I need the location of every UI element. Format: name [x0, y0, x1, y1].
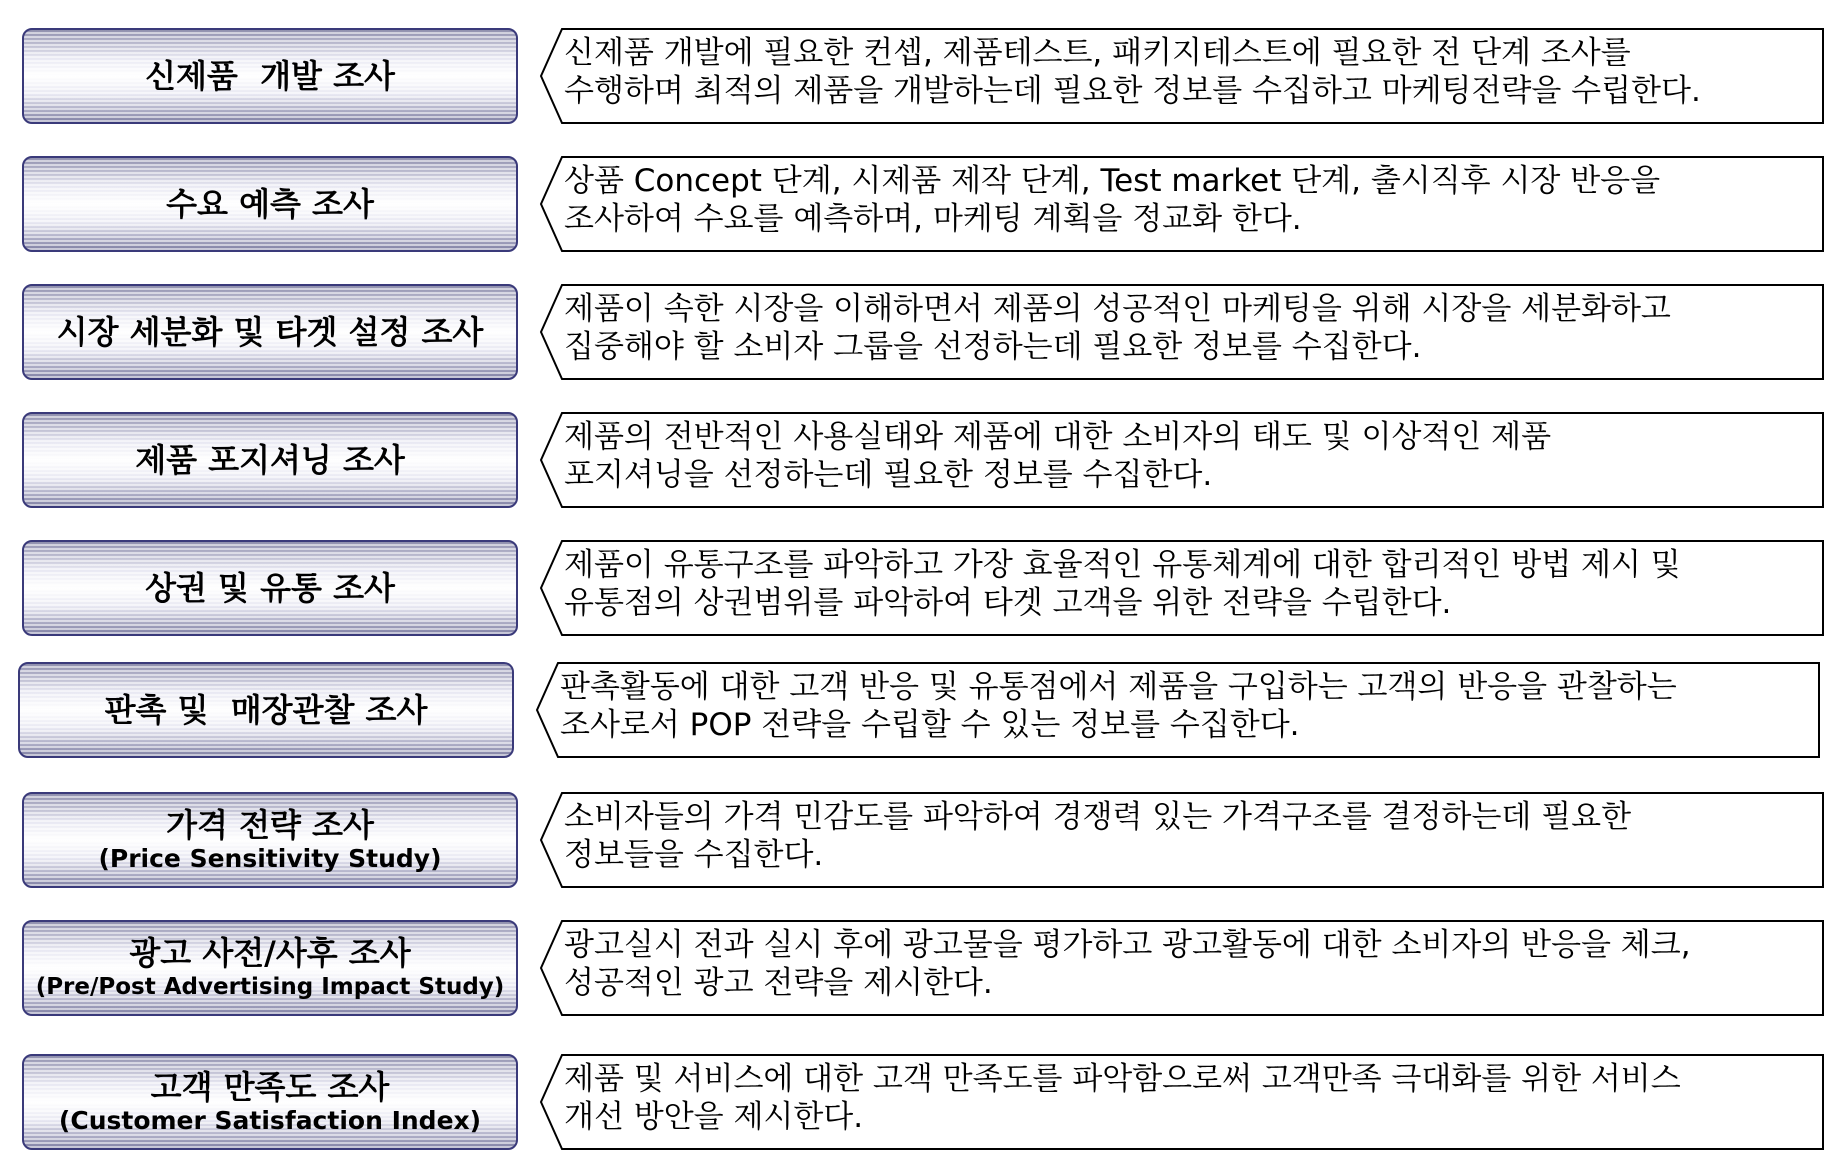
service-title: 수요 예측 조사	[166, 185, 374, 223]
service-description-advertising	[540, 920, 1824, 1016]
service-title: 광고 사전/사후 조사	[129, 934, 411, 972]
description-text: 제품의 전반적인 사용실태와 제품에 대한 소비자의 태도 및 이상적인 제품 포지셔닝을 선정하는데 필요한 정보를 수집한다.	[564, 419, 1552, 493]
description-text: 제품이 속한 시장을 이해하면서 제품의 성공적인 마케팅을 위해 시장을 세분화하고 집중해야 할 소비자 그룹을 선정하는데 필요한 정보를 수집한다.	[564, 291, 1671, 365]
service-description-positioning	[540, 412, 1824, 508]
service-title: 신제품 개발 조사	[145, 57, 395, 95]
service-description-pricing	[540, 792, 1824, 888]
service-label-pricing	[22, 792, 518, 888]
description-text: 제품이 유통구조를 파악하고 가장 효율적인 유통체계에 대한 합리적인 방법 제시 및 유통점의 상권범위를 파악하여 타겟 고객을 위한 전략을 수립한다.	[564, 547, 1681, 621]
service-label-promotion	[18, 662, 514, 758]
service-title: 상권 및 유통 조사	[145, 569, 395, 607]
service-label-new-product	[22, 28, 518, 124]
description-text: 제품 및 서비스에 대한 고객 만족도를 파악함으로써 고객만족 극대화를 위한 서비스 개선 방안을 제시한다.	[564, 1061, 1681, 1135]
service-label-segmentation	[22, 284, 518, 380]
service-title: 제품 포지셔닝 조사	[135, 441, 405, 479]
service-label-positioning	[22, 412, 518, 508]
description-text: 상품 Concept 단계, 시제품 제작 단계, Test market 단계, 출시직후 시장 반응을 조사하여 수요를 예측하며, 마케팅 계획을 정교화 한다.	[564, 163, 1661, 237]
service-description-new-product	[540, 28, 1824, 124]
service-title: 판촉 및 매장관찰 조사	[104, 691, 428, 729]
service-title: 가격 전략 조사	[166, 806, 374, 844]
service-title: 시장 세분화 및 타겟 설정 조사	[56, 313, 484, 351]
service-label-advertising	[22, 920, 518, 1016]
service-description-promotion	[536, 662, 1820, 758]
service-description-satisfaction	[540, 1054, 1824, 1150]
description-text: 판촉활동에 대한 고객 반응 및 유통점에서 제품을 구입하는 고객의 반응을 관찰하는 조사로서 POP 전략을 수립할 수 있는 정보를 수집한다.	[560, 669, 1677, 743]
service-subtitle: (Pre/Post Advertising Impact Study)	[35, 974, 505, 1000]
service-label-trade-area	[22, 540, 518, 636]
service-label-satisfaction	[22, 1054, 518, 1150]
service-description-demand-forecast	[540, 156, 1824, 252]
service-subtitle: (Customer Satisfaction Index)	[58, 1106, 482, 1135]
service-title: 고객 만족도 조사	[150, 1068, 390, 1106]
description-text: 소비자들의 가격 민감도를 파악하여 경쟁력 있는 가격구조를 결정하는데 필요한 정보들을 수집한다.	[564, 799, 1632, 873]
service-description-segmentation	[540, 284, 1824, 380]
description-text: 신제품 개발에 필요한 컨셉, 제품테스트, 패키지테스트에 필요한 전 단계 조사를 수행하며 최적의 제품을 개발하는데 필요한 정보를 수집하고 마케팅전략을 수립한다.	[564, 35, 1701, 109]
service-subtitle: (Price Sensitivity Study)	[98, 844, 442, 873]
service-description-trade-area	[540, 540, 1824, 636]
description-text: 광고실시 전과 실시 후에 광고물을 평가하고 광고활동에 대한 소비자의 반응을 체크, 성공적인 광고 전략을 제시한다.	[564, 927, 1691, 1001]
service-label-demand-forecast	[22, 156, 518, 252]
